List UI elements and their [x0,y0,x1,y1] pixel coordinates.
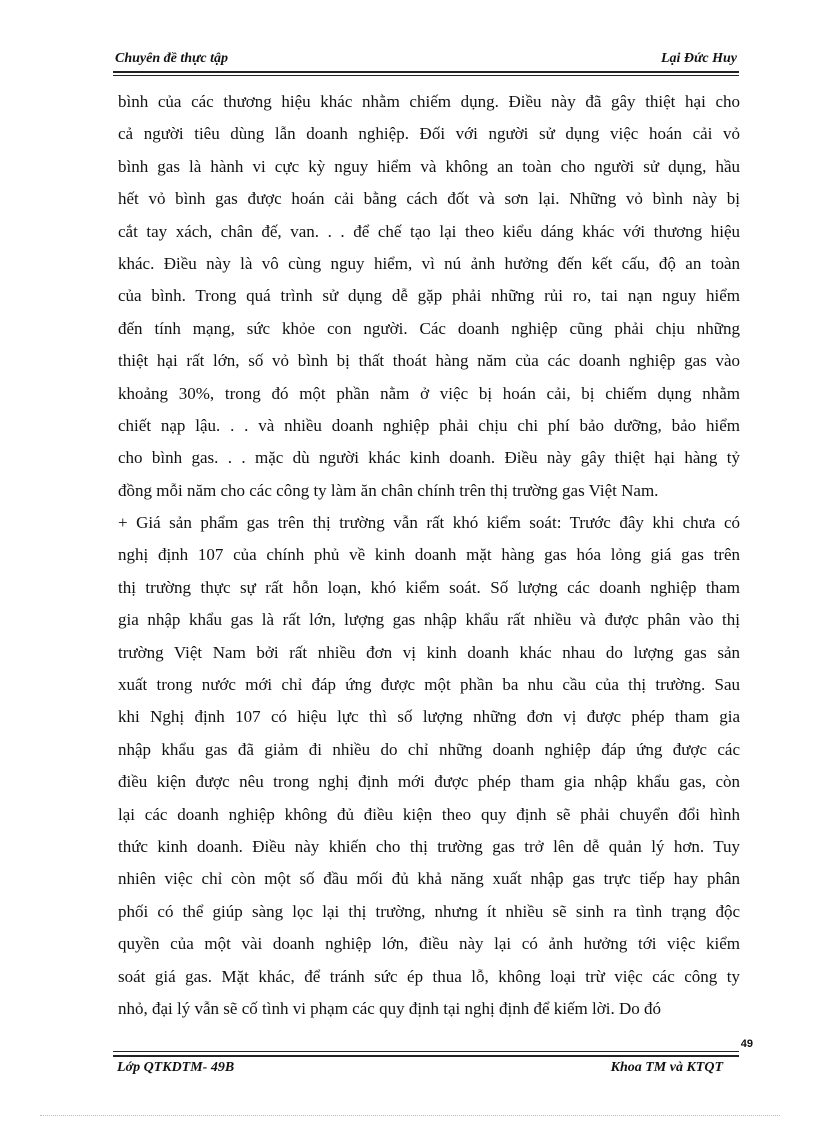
footer-faculty-name: Khoa TM và KTQT [610,1060,723,1075]
body-line: đồng mỗi năm cho các công ty làm ăn chân chính trên thị trường gas Việt Nam. [118,480,659,500]
body-line: phối có thể giúp sàng lọc lại thị trường, nhưng ít nhiều sẽ sinh ra tình trạng độc [118,901,740,921]
body-line: nhập khẩu gas đã giảm đi nhiều do chỉ những doanh nghiệp đáp ứng được các [118,739,740,759]
body-line: cho bình gas. . . mặc dù người khác kinh doanh. Điều này gây thiệt hại hàng tỷ [118,448,740,468]
header-author-name: Lại Đức Huy [660,51,737,66]
page-footer [113,1058,739,1080]
body-line: bình của các thương hiệu khác nhằm chiếm dụng. Điều này đã gây thiệt hại cho [118,92,740,111]
body-line: quyền của một vài doanh nghiệp lớn, điều này lại có ảnh hưởng tới việc kiểm [118,934,740,954]
footer-class-name: Lớp QTKDTM- 49B [117,1060,235,1075]
body-line: thức kinh doanh. Điều này khiến cho thị trường gas trở lên dễ quản lý hơn. Tuy [118,836,740,856]
body-line: nhỏ, đại lý vẫn sẽ cố tình vi phạm các quy định tại nghị định để kiếm lời. Do đó [118,998,661,1018]
header-divider-thin [113,75,739,76]
body-line: cả người tiêu dùng lẫn doanh nghiệp. Đối với người sử dụng việc hoán cải vỏ [118,124,740,144]
header-divider [113,71,739,73]
body-line: lại các doanh nghiệp không đủ điều kiện theo quy định sẽ phải chuyển đổi hình [118,804,740,824]
body-line: xuất trong nước mới chỉ đáp ứng được một phần ba nhu cầu của thị trường. Sau [118,675,740,695]
body-line: hết vỏ bình gas được hoán cải bằng cách đốt và sơn lại. Những vỏ bình này bị [118,189,740,209]
body-line: cắt tay xách, chân đế, van. . . để chế tạo lại theo kiểu dáng khác với thương hiệu [118,221,740,241]
body-line: đến tính mạng, sức khỏe con người. Các doanh nghiệp cũng phải chịu những [118,318,740,338]
body-line: chiết nạp lậu. . . và nhiều doanh nghiệp phải chịu chi phí bảo dưỡng, bảo hiểm [118,415,740,435]
body-line: trường Việt Nam bởi rất nhiều đơn vị kinh doanh khác nhau do lượng gas sản [118,642,740,662]
body-line: khác. Điều này là vô cùng nguy hiểm, vì nú ảnh hưởng đến kết cấu, độ an toàn [118,253,740,273]
page-number: 49 [740,1038,753,1050]
body-text [118,86,740,1025]
body-line: nghị định 107 của chính phủ về kinh doanh mặt hàng gas hóa lỏng giá gas trên [118,545,740,565]
page-header [113,48,739,70]
page-bottom-border [40,1115,780,1116]
header-document-title: Chuyên đề thực tập [115,51,229,66]
body-line: khoảng 30%, trong đó một phần nằm ở việc bị hoán cải, bị chiếm dụng nhằm [118,383,740,403]
footer-divider-thin [113,1051,739,1052]
body-line: bình gas là hành vi cực kỳ nguy hiểm và không an toàn cho người sử dụng, hầu [118,156,740,176]
body-line: thị trường thực sự rất hỗn loạn, khó kiểm soát. Số lượng các doanh nghiệp tham [118,577,740,597]
body-line: gia nhập khẩu gas là rất lớn, lượng gas nhập khẩu rất nhiều và được phân vào thị [118,610,740,630]
body-line: khi Nghị định 107 có hiệu lực thì số lượng những đơn vị được phép tham gia [118,707,740,727]
body-line: + Giá sản phẩm gas trên thị trường vẫn rất khó kiểm soát: Trước đây khi chưa có [118,513,740,533]
footer-divider [113,1055,739,1057]
body-line: soát giá gas. Mặt khác, để tránh sức ép thua lỗ, không loại trừ việc các công ty [118,966,740,986]
body-line: thiệt hại rất lớn, số vỏ bình bị thất thoát hàng năm của các doanh nghiệp gas vào [118,351,740,371]
body-line: của bình. Trong quá trình sử dụng dễ gặp phải những rủi ro, tai nạn nguy hiểm [118,286,740,306]
body-line: điều kiện được nêu trong nghị định mới được phép tham gia nhập khẩu gas, còn [118,772,740,792]
body-line: nhiên việc chỉ còn một số đầu mối đủ khả năng xuất nhập gas trực tiếp hay phân [118,869,740,889]
